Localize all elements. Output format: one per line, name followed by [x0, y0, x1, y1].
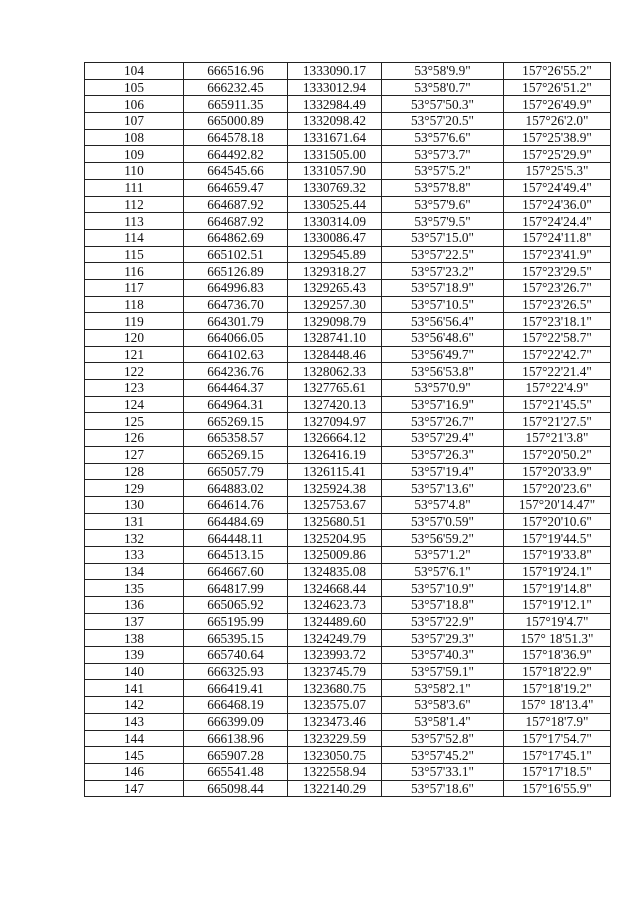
- y-coordinate-cell: 1331505.00: [288, 146, 382, 163]
- table-row: [85, 747, 611, 764]
- x-coordinate-cell: 664667.60: [184, 563, 288, 580]
- y-coordinate-cell: 1324249.79: [288, 630, 382, 647]
- longitude-cell: 157°24'36.0": [504, 196, 611, 213]
- table-row: [85, 396, 611, 413]
- latitude-cell: 53°56'59.2": [382, 530, 504, 547]
- x-coordinate-cell: 666419.41: [184, 680, 288, 697]
- y-coordinate-cell: 1323050.75: [288, 747, 382, 764]
- point-number-cell: 133: [85, 546, 184, 563]
- table-row: [85, 179, 611, 196]
- y-coordinate-cell: 1329265.43: [288, 279, 382, 296]
- point-number-cell: 126: [85, 430, 184, 447]
- coordinates-table: [84, 62, 611, 797]
- table-row: [85, 296, 611, 313]
- latitude-cell: 53°57'18.8": [382, 597, 504, 614]
- latitude-cell: 53°57'6.6": [382, 129, 504, 146]
- longitude-cell: 157°24'49.4": [504, 179, 611, 196]
- point-number-cell: 114: [85, 229, 184, 246]
- point-number-cell: 144: [85, 730, 184, 747]
- x-coordinate-cell: 664687.92: [184, 196, 288, 213]
- y-coordinate-cell: 1324668.44: [288, 580, 382, 597]
- table-row: [85, 730, 611, 747]
- x-coordinate-cell: 666399.09: [184, 713, 288, 730]
- point-number-cell: 109: [85, 146, 184, 163]
- point-number-cell: 123: [85, 380, 184, 397]
- y-coordinate-cell: 1325924.38: [288, 480, 382, 497]
- longitude-cell: 157°17'54.7": [504, 730, 611, 747]
- y-coordinate-cell: 1324835.08: [288, 563, 382, 580]
- longitude-cell: 157°22'4.9": [504, 380, 611, 397]
- longitude-cell: 157°24'24.4": [504, 213, 611, 230]
- x-coordinate-cell: 666516.96: [184, 63, 288, 80]
- point-number-cell: 147: [85, 780, 184, 797]
- y-coordinate-cell: 1323575.07: [288, 697, 382, 714]
- x-coordinate-cell: 665740.64: [184, 647, 288, 664]
- latitude-cell: 53°57'26.7": [382, 413, 504, 430]
- table-row: [85, 530, 611, 547]
- point-number-cell: 129: [85, 480, 184, 497]
- table-row: [85, 113, 611, 130]
- longitude-cell: 157°24'11.8": [504, 229, 611, 246]
- longitude-cell: 157°19'44.5": [504, 530, 611, 547]
- longitude-cell: 157°19'24.1": [504, 563, 611, 580]
- longitude-cell: 157°25'5.3": [504, 163, 611, 180]
- latitude-cell: 53°56'48.6": [382, 330, 504, 347]
- point-number-cell: 112: [85, 196, 184, 213]
- table-row: [85, 647, 611, 664]
- x-coordinate-cell: 664464.37: [184, 380, 288, 397]
- x-coordinate-cell: 664964.31: [184, 396, 288, 413]
- latitude-cell: 53°57'8.8": [382, 179, 504, 196]
- y-coordinate-cell: 1326115.41: [288, 463, 382, 480]
- latitude-cell: 53°57'22.5": [382, 246, 504, 263]
- longitude-cell: 157°25'38.9": [504, 129, 611, 146]
- longitude-cell: 157°20'50.2": [504, 446, 611, 463]
- latitude-cell: 53°58'0.7": [382, 79, 504, 96]
- latitude-cell: 53°58'1.4": [382, 713, 504, 730]
- latitude-cell: 53°57'18.9": [382, 279, 504, 296]
- point-number-cell: 121: [85, 346, 184, 363]
- longitude-cell: 157° 18'13.4": [504, 697, 611, 714]
- latitude-cell: 53°58'9.9": [382, 63, 504, 80]
- x-coordinate-cell: 666232.45: [184, 79, 288, 96]
- table-row: [85, 229, 611, 246]
- point-number-cell: 145: [85, 747, 184, 764]
- latitude-cell: 53°57'40.3": [382, 647, 504, 664]
- x-coordinate-cell: 665065.92: [184, 597, 288, 614]
- y-coordinate-cell: 1330086.47: [288, 229, 382, 246]
- latitude-cell: 53°57'13.6": [382, 480, 504, 497]
- x-coordinate-cell: 666325.93: [184, 663, 288, 680]
- longitude-cell: 157°26'55.2": [504, 63, 611, 80]
- table-row: [85, 363, 611, 380]
- x-coordinate-cell: 665000.89: [184, 113, 288, 130]
- y-coordinate-cell: 1331057.90: [288, 163, 382, 180]
- point-number-cell: 141: [85, 680, 184, 697]
- table-row: [85, 196, 611, 213]
- x-coordinate-cell: 664659.47: [184, 179, 288, 196]
- latitude-cell: 53°58'3.6": [382, 697, 504, 714]
- x-coordinate-cell: 664883.02: [184, 480, 288, 497]
- point-number-cell: 106: [85, 96, 184, 113]
- longitude-cell: 157°19'4.7": [504, 613, 611, 630]
- latitude-cell: 53°57'3.7": [382, 146, 504, 163]
- y-coordinate-cell: 1332984.49: [288, 96, 382, 113]
- x-coordinate-cell: 664687.92: [184, 213, 288, 230]
- y-coordinate-cell: 1329545.89: [288, 246, 382, 263]
- x-coordinate-cell: 665195.99: [184, 613, 288, 630]
- latitude-cell: 53°57'29.3": [382, 630, 504, 647]
- longitude-cell: 157°19'14.8": [504, 580, 611, 597]
- y-coordinate-cell: 1327420.13: [288, 396, 382, 413]
- longitude-cell: 157°21'3.8": [504, 430, 611, 447]
- latitude-cell: 53°57'18.6": [382, 780, 504, 797]
- table-row: [85, 79, 611, 96]
- point-number-cell: 120: [85, 330, 184, 347]
- x-coordinate-cell: 665269.15: [184, 413, 288, 430]
- table-row: [85, 713, 611, 730]
- point-number-cell: 136: [85, 597, 184, 614]
- point-number-cell: 137: [85, 613, 184, 630]
- latitude-cell: 53°57'6.1": [382, 563, 504, 580]
- latitude-cell: 53°56'53.8": [382, 363, 504, 380]
- latitude-cell: 53°57'0.9": [382, 380, 504, 397]
- table-row: [85, 263, 611, 280]
- x-coordinate-cell: 664484.69: [184, 513, 288, 530]
- table-row: [85, 413, 611, 430]
- latitude-cell: 53°57'20.5": [382, 113, 504, 130]
- y-coordinate-cell: 1332098.42: [288, 113, 382, 130]
- point-number-cell: 138: [85, 630, 184, 647]
- longitude-cell: 157°23'29.5": [504, 263, 611, 280]
- table-row: [85, 546, 611, 563]
- latitude-cell: 53°57'9.5": [382, 213, 504, 230]
- y-coordinate-cell: 1328062.33: [288, 363, 382, 380]
- point-number-cell: 146: [85, 763, 184, 780]
- longitude-cell: 157°21'27.5": [504, 413, 611, 430]
- x-coordinate-cell: 664578.18: [184, 129, 288, 146]
- latitude-cell: 53°57'52.8": [382, 730, 504, 747]
- longitude-cell: 157°18'22.9": [504, 663, 611, 680]
- x-coordinate-cell: 664862.69: [184, 229, 288, 246]
- table-row: [85, 780, 611, 797]
- table-row: [85, 213, 611, 230]
- x-coordinate-cell: 665541.48: [184, 763, 288, 780]
- y-coordinate-cell: 1333090.17: [288, 63, 382, 80]
- x-coordinate-cell: 664996.83: [184, 279, 288, 296]
- y-coordinate-cell: 1325753.67: [288, 496, 382, 513]
- point-number-cell: 117: [85, 279, 184, 296]
- point-number-cell: 131: [85, 513, 184, 530]
- point-number-cell: 108: [85, 129, 184, 146]
- longitude-cell: 157°26'51.2": [504, 79, 611, 96]
- x-coordinate-cell: 665395.15: [184, 630, 288, 647]
- x-coordinate-cell: 664492.82: [184, 146, 288, 163]
- y-coordinate-cell: 1327765.61: [288, 380, 382, 397]
- point-number-cell: 142: [85, 697, 184, 714]
- y-coordinate-cell: 1326664.12: [288, 430, 382, 447]
- x-coordinate-cell: 664066.05: [184, 330, 288, 347]
- longitude-cell: 157°23'41.9": [504, 246, 611, 263]
- longitude-cell: 157°18'19.2": [504, 680, 611, 697]
- y-coordinate-cell: 1328741.10: [288, 330, 382, 347]
- table-row: [85, 446, 611, 463]
- table-body: [85, 63, 611, 797]
- latitude-cell: 53°57'59.1": [382, 663, 504, 680]
- longitude-cell: 157°22'21.4": [504, 363, 611, 380]
- point-number-cell: 139: [85, 647, 184, 664]
- x-coordinate-cell: 665057.79: [184, 463, 288, 480]
- x-coordinate-cell: 665269.15: [184, 446, 288, 463]
- x-coordinate-cell: 664102.63: [184, 346, 288, 363]
- table-row: [85, 480, 611, 497]
- table-row: [85, 597, 611, 614]
- point-number-cell: 107: [85, 113, 184, 130]
- longitude-cell: 157°19'12.1": [504, 597, 611, 614]
- point-number-cell: 128: [85, 463, 184, 480]
- latitude-cell: 53°57'23.2": [382, 263, 504, 280]
- point-number-cell: 122: [85, 363, 184, 380]
- latitude-cell: 53°57'29.4": [382, 430, 504, 447]
- latitude-cell: 53°57'50.3": [382, 96, 504, 113]
- x-coordinate-cell: 664736.70: [184, 296, 288, 313]
- table-row: [85, 663, 611, 680]
- latitude-cell: 53°56'49.7": [382, 346, 504, 363]
- point-number-cell: 116: [85, 263, 184, 280]
- table-row: [85, 346, 611, 363]
- y-coordinate-cell: 1325204.95: [288, 530, 382, 547]
- y-coordinate-cell: 1325009.86: [288, 546, 382, 563]
- point-number-cell: 135: [85, 580, 184, 597]
- y-coordinate-cell: 1327094.97: [288, 413, 382, 430]
- latitude-cell: 53°57'26.3": [382, 446, 504, 463]
- longitude-cell: 157°23'26.7": [504, 279, 611, 296]
- y-coordinate-cell: 1323745.79: [288, 663, 382, 680]
- x-coordinate-cell: 665098.44: [184, 780, 288, 797]
- y-coordinate-cell: 1329257.30: [288, 296, 382, 313]
- y-coordinate-cell: 1323229.59: [288, 730, 382, 747]
- latitude-cell: 53°57'15.0": [382, 229, 504, 246]
- latitude-cell: 53°57'1.2": [382, 546, 504, 563]
- y-coordinate-cell: 1330525.44: [288, 196, 382, 213]
- latitude-cell: 53°57'10.5": [382, 296, 504, 313]
- point-number-cell: 124: [85, 396, 184, 413]
- y-coordinate-cell: 1330314.09: [288, 213, 382, 230]
- table-row: [85, 630, 611, 647]
- table-row: [85, 463, 611, 480]
- x-coordinate-cell: 664614.76: [184, 496, 288, 513]
- x-coordinate-cell: 665907.28: [184, 747, 288, 764]
- latitude-cell: 53°57'5.2": [382, 163, 504, 180]
- point-number-cell: 127: [85, 446, 184, 463]
- point-number-cell: 130: [85, 496, 184, 513]
- latitude-cell: 53°57'19.4": [382, 463, 504, 480]
- table-row: [85, 580, 611, 597]
- point-number-cell: 115: [85, 246, 184, 263]
- longitude-cell: 157°22'58.7": [504, 330, 611, 347]
- latitude-cell: 53°56'56.4": [382, 313, 504, 330]
- longitude-cell: 157°16'55.9": [504, 780, 611, 797]
- point-number-cell: 125: [85, 413, 184, 430]
- point-number-cell: 140: [85, 663, 184, 680]
- longitude-cell: 157°23'18.1": [504, 313, 611, 330]
- latitude-cell: 53°58'2.1": [382, 680, 504, 697]
- y-coordinate-cell: 1324623.73: [288, 597, 382, 614]
- table-row: [85, 129, 611, 146]
- table-row: [85, 163, 611, 180]
- longitude-cell: 157°20'10.6": [504, 513, 611, 530]
- longitude-cell: 157°18'7.9": [504, 713, 611, 730]
- y-coordinate-cell: 1329318.27: [288, 263, 382, 280]
- x-coordinate-cell: 664448.11: [184, 530, 288, 547]
- table-row: [85, 330, 611, 347]
- longitude-cell: 157°18'36.9": [504, 647, 611, 664]
- y-coordinate-cell: 1329098.79: [288, 313, 382, 330]
- x-coordinate-cell: 666138.96: [184, 730, 288, 747]
- point-number-cell: 118: [85, 296, 184, 313]
- latitude-cell: 53°57'0.59": [382, 513, 504, 530]
- table-row: [85, 246, 611, 263]
- latitude-cell: 53°57'9.6": [382, 196, 504, 213]
- longitude-cell: 157° 18'51.3": [504, 630, 611, 647]
- point-number-cell: 105: [85, 79, 184, 96]
- y-coordinate-cell: 1328448.46: [288, 346, 382, 363]
- table-row: [85, 680, 611, 697]
- table-row: [85, 279, 611, 296]
- latitude-cell: 53°57'22.9": [382, 613, 504, 630]
- x-coordinate-cell: 665911.35: [184, 96, 288, 113]
- longitude-cell: 157°26'49.9": [504, 96, 611, 113]
- y-coordinate-cell: 1324489.60: [288, 613, 382, 630]
- y-coordinate-cell: 1325680.51: [288, 513, 382, 530]
- y-coordinate-cell: 1323473.46: [288, 713, 382, 730]
- longitude-cell: 157°23'26.5": [504, 296, 611, 313]
- longitude-cell: 157°22'42.7": [504, 346, 611, 363]
- table-row: [85, 380, 611, 397]
- table-row: [85, 96, 611, 113]
- longitude-cell: 157°17'18.5": [504, 763, 611, 780]
- table-row: [85, 763, 611, 780]
- table-row: [85, 697, 611, 714]
- point-number-cell: 134: [85, 563, 184, 580]
- x-coordinate-cell: 664817.99: [184, 580, 288, 597]
- longitude-cell: 157°20'33.9": [504, 463, 611, 480]
- point-number-cell: 104: [85, 63, 184, 80]
- x-coordinate-cell: 666468.19: [184, 697, 288, 714]
- x-coordinate-cell: 665126.89: [184, 263, 288, 280]
- point-number-cell: 111: [85, 179, 184, 196]
- point-number-cell: 143: [85, 713, 184, 730]
- y-coordinate-cell: 1323680.75: [288, 680, 382, 697]
- x-coordinate-cell: 664545.66: [184, 163, 288, 180]
- x-coordinate-cell: 665358.57: [184, 430, 288, 447]
- longitude-cell: 157°20'23.6": [504, 480, 611, 497]
- y-coordinate-cell: 1331671.64: [288, 129, 382, 146]
- point-number-cell: 113: [85, 213, 184, 230]
- table-row: [85, 430, 611, 447]
- table-row: [85, 146, 611, 163]
- y-coordinate-cell: 1330769.32: [288, 179, 382, 196]
- table-row: [85, 613, 611, 630]
- x-coordinate-cell: 664236.76: [184, 363, 288, 380]
- longitude-cell: 157°21'45.5": [504, 396, 611, 413]
- table-row: [85, 563, 611, 580]
- point-number-cell: 132: [85, 530, 184, 547]
- longitude-cell: 157°20'14.47": [504, 496, 611, 513]
- point-number-cell: 110: [85, 163, 184, 180]
- y-coordinate-cell: 1323993.72: [288, 647, 382, 664]
- longitude-cell: 157°17'45.1": [504, 747, 611, 764]
- y-coordinate-cell: 1333012.94: [288, 79, 382, 96]
- y-coordinate-cell: 1326416.19: [288, 446, 382, 463]
- latitude-cell: 53°57'33.1": [382, 763, 504, 780]
- table-row: [85, 63, 611, 80]
- table-row: [85, 313, 611, 330]
- point-number-cell: 119: [85, 313, 184, 330]
- latitude-cell: 53°57'45.2": [382, 747, 504, 764]
- latitude-cell: 53°57'4.8": [382, 496, 504, 513]
- latitude-cell: 53°57'16.9": [382, 396, 504, 413]
- table-row: [85, 513, 611, 530]
- x-coordinate-cell: 664513.15: [184, 546, 288, 563]
- y-coordinate-cell: 1322558.94: [288, 763, 382, 780]
- longitude-cell: 157°19'33.8": [504, 546, 611, 563]
- x-coordinate-cell: 665102.51: [184, 246, 288, 263]
- longitude-cell: 157°26'2.0": [504, 113, 611, 130]
- x-coordinate-cell: 664301.79: [184, 313, 288, 330]
- latitude-cell: 53°57'10.9": [382, 580, 504, 597]
- longitude-cell: 157°25'29.9": [504, 146, 611, 163]
- y-coordinate-cell: 1322140.29: [288, 780, 382, 797]
- table-row: [85, 496, 611, 513]
